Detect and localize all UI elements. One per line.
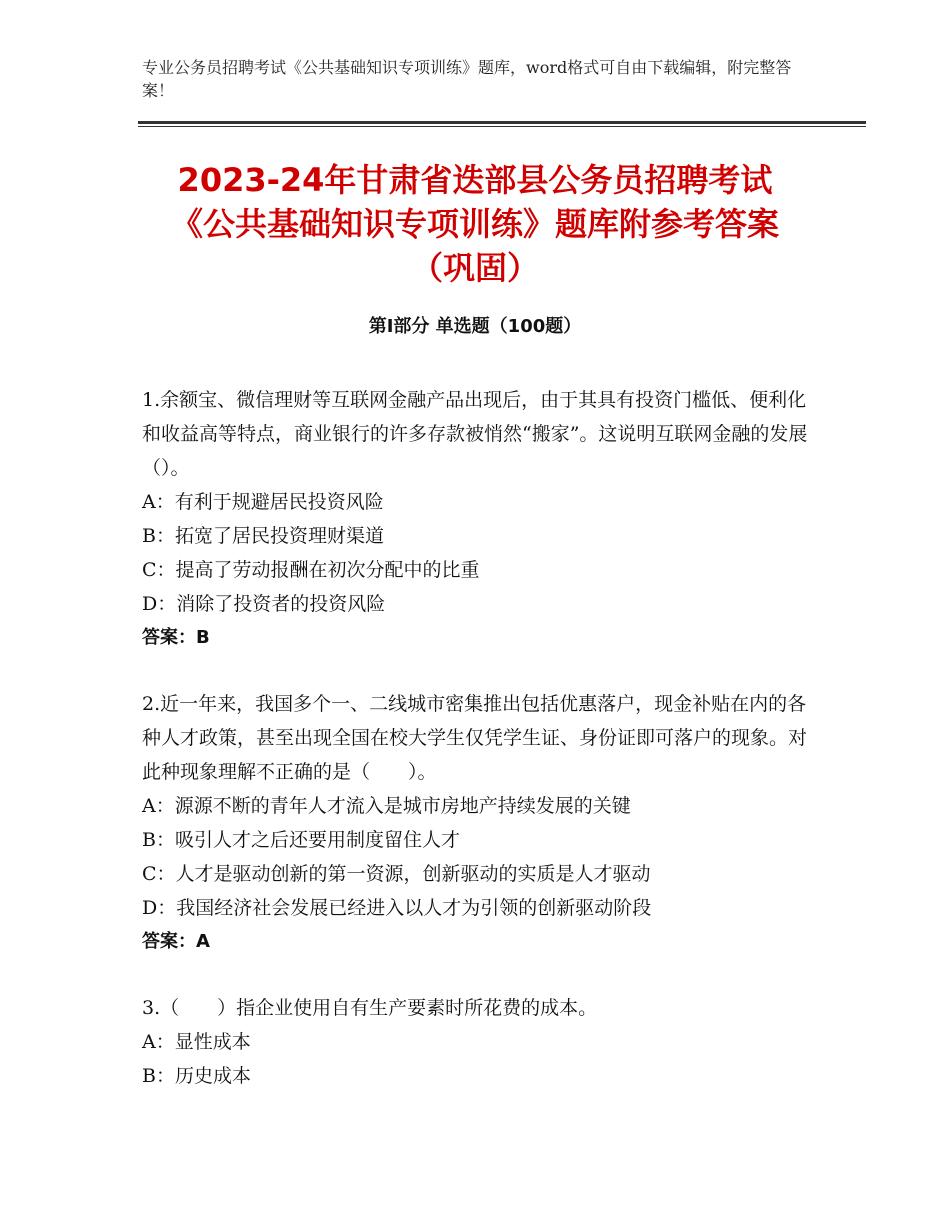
question-list [142, 383, 812, 1125]
question-1 [142, 383, 812, 655]
question-option-b: B：历史成本 [142, 1065, 251, 1087]
header-rule-thick [138, 121, 866, 124]
question-stem: 3.（ ）指企业使用自有生产要素时所花费的成本。 [142, 997, 598, 1019]
question-option-b: B：拓宽了居民投资理财渠道 [142, 525, 384, 547]
title-line-2: 《公共基础知识专项训练》题库附参考答案 [170, 205, 779, 243]
header-note: 专业公务员招聘考试《公共基础知识专项训练》题库，word格式可自由下载编辑，附完整答案！ [142, 58, 792, 100]
question-stem: 1.余额宝、微信理财等互联网金融产品出现后，由于其具有投资门槛低、便利化和收益高等特点，商业银行的许多存款被悄然“搬家”。这说明互联网金融的发展（）。 [142, 389, 808, 479]
question-option-a: A：显性成本 [142, 1031, 251, 1053]
question-answer: 答案：A [142, 931, 210, 952]
question-option-d: D：我国经济社会发展已经进入以人才为引领的创新驱动阶段 [142, 897, 652, 919]
question-stem: 2.近一年来，我国多个一、二线城市密集推出包括优惠落户，现金补贴在内的各种人才政策，甚至出现全国在校大学生仅凭学生证、身份证即可落户的现象。对此种现象理解不正确的是（ ）。 [142, 693, 808, 783]
question-option-c: C：提高了劳动报酬在初次分配中的比重 [142, 559, 480, 581]
question-option-b: B：吸引人才之后还要用制度留住人才 [142, 829, 460, 851]
question-3 [142, 991, 812, 1093]
header-rule-thin [138, 126, 866, 127]
question-answer: 答案：B [142, 627, 210, 648]
question-2 [142, 687, 812, 959]
document-title [120, 158, 830, 290]
title-line-1: 2023-24年甘肃省迭部县公务员招聘考试 [177, 161, 773, 199]
question-option-c: C：人才是驱动创新的第一资源，创新驱动的实质是人才驱动 [142, 863, 651, 885]
question-option-d: D：消除了投资者的投资风险 [142, 593, 386, 615]
title-line-3: （巩固） [410, 249, 539, 287]
section-heading: 第Ⅰ部分 单选题（100题） [368, 316, 582, 337]
question-option-a: A：源源不断的青年人才流入是城市房地产持续发展的关键 [142, 795, 631, 817]
question-option-a: A：有利于规避居民投资风险 [142, 491, 384, 513]
